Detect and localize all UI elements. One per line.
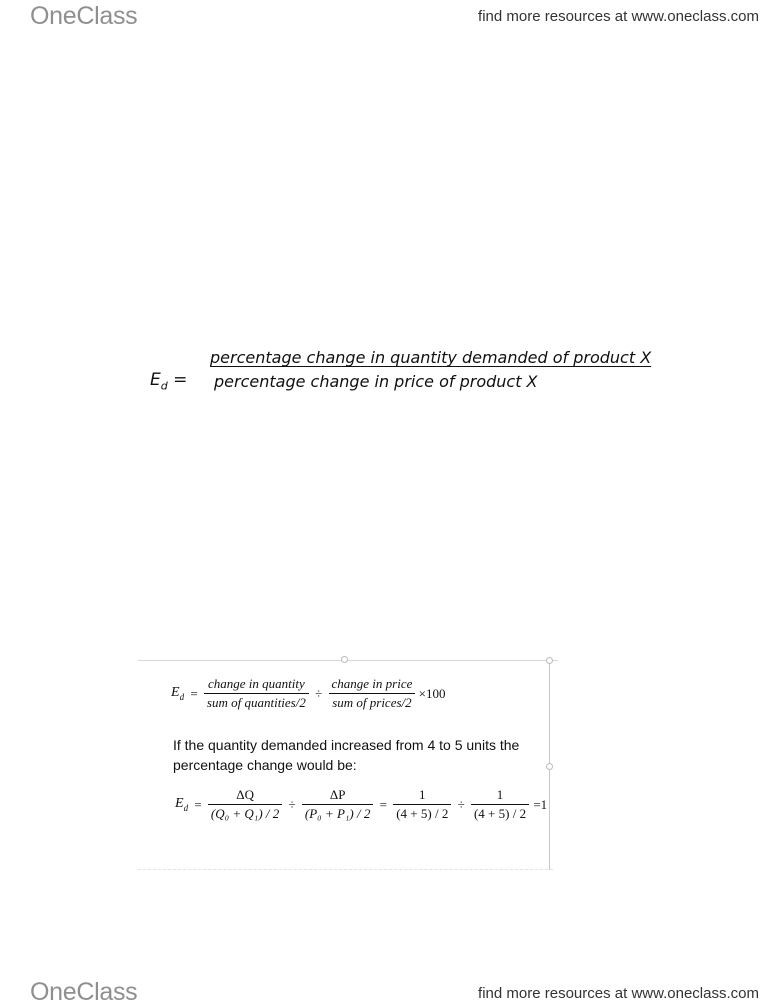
eq2-frac3-num: 1 [393,787,451,805]
eq1-frac1-num: change in quantity [204,676,309,694]
eq2-equals: = [194,796,202,812]
eq2-frac2-den: (P₀ + P₁) / 2 [304,806,371,821]
eq2-divide-2: ÷ [457,796,465,812]
eq1-frac1-den: sum of quantities/2 [206,695,306,710]
eq1-frac2-num: change in price [329,676,416,694]
eq1-lhs: E [171,685,180,701]
eq2-fraction-4 [471,787,529,822]
resize-handle-right[interactable] [546,763,553,770]
embed-bottom-border [138,869,553,870]
eq2-frac4-den: (4 + 5) / 2 [473,806,527,821]
eq1-times-100: ×100 [418,685,446,701]
header-resources-link[interactable]: find more resources at www.oneclass.com [478,8,759,25]
formula-lhs [150,370,187,392]
eq2-frac4-num: 1 [471,787,529,805]
footer-resources-link[interactable]: find more resources at www.oneclass.com [478,985,759,1002]
eq1-divide: ÷ [315,685,323,701]
eq1-lhs-sub: d [179,691,185,702]
formula-lhs-symbol: E [150,370,161,390]
explanation-paragraph: If the quantity demanded increased from 4 to 5 units the percentage change would be: [173,737,520,773]
resize-handle-top[interactable] [341,656,348,663]
formula-numerator: percentage change in quantity demanded of product X [210,348,652,367]
formula-equals: = [173,370,188,390]
eq2-fraction-2 [302,787,373,822]
formula-lhs-subscript: d [160,379,168,393]
eq2-fraction-3 [393,787,451,822]
footer-logo: OneClass [30,978,138,1006]
formula-denominator: percentage change in price of product X [214,372,538,391]
equation-2 [175,787,550,822]
resize-handle-top-right[interactable] [546,657,553,664]
eq1-equals: = [190,685,198,701]
eq2-fraction-1 [208,787,282,822]
header-logo: OneClass [30,2,138,30]
eq2-lhs-sub: d [183,802,189,813]
eq1-fraction-2 [329,676,416,711]
eq2-frac1-den: (Q₀ + Q₁) / 2 [210,806,280,821]
eq2-equals-2: = [379,796,387,812]
eq2-lhs: E [175,796,184,812]
eq1-fraction-1 [204,676,309,711]
eq1-frac2-den: sum of prices/2 [332,695,412,710]
eq2-result: =1 [533,796,548,812]
eq2-frac1-num: ΔQ [208,787,282,805]
embedded-image [138,652,563,872]
eq2-divide-1: ÷ [288,796,296,812]
eq2-frac2-num: ΔP [302,787,373,805]
eq2-frac3-den: (4 + 5) / 2 [396,806,449,821]
equation-1 [171,676,448,711]
embed-top-border [138,660,558,661]
